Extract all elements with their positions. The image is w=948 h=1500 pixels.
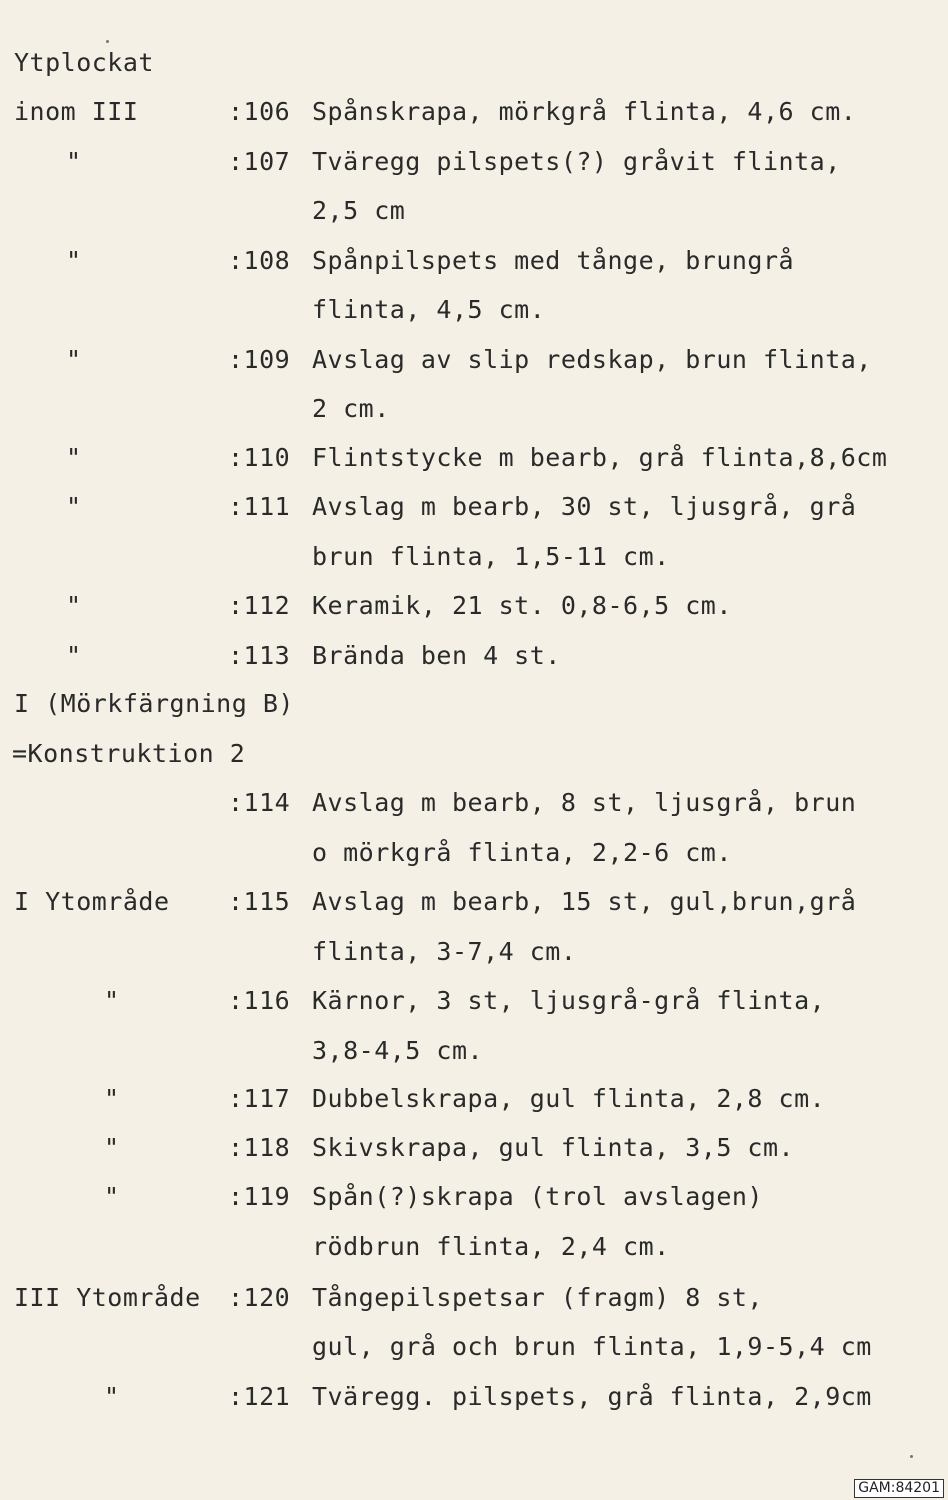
row-108-text: Spånpilspets med tånge, brungrå	[312, 246, 795, 275]
row-111-ditto: "	[66, 492, 82, 521]
speck-mark	[106, 40, 109, 43]
row-108-ditto: "	[66, 246, 82, 275]
row-109-ditto: "	[66, 345, 82, 374]
row-113-text: Brända ben 4 st.	[312, 641, 561, 670]
row-120-text-cont: gul, grå och brun flinta, 1,9-5,4 cm	[312, 1332, 872, 1361]
row-114-text-cont: o mörkgrå flinta, 2,2-6 cm.	[312, 838, 732, 867]
row-111-text: Avslag m bearb, 30 st, ljusgrå, grå	[312, 492, 857, 521]
row-118-text: Skivskrapa, gul flinta, 3,5 cm.	[312, 1133, 795, 1162]
row-121-ditto: "	[104, 1382, 120, 1411]
row-117-number: :117	[228, 1084, 291, 1113]
row-112-ditto: "	[66, 591, 82, 620]
speck-mark	[910, 1455, 913, 1458]
row-114-text: Avslag m bearb, 8 st, ljusgrå, brun	[312, 788, 857, 817]
row-115-number: :115	[228, 887, 291, 916]
row-110-number: :110	[228, 443, 291, 472]
row-106-location: inom III	[14, 97, 139, 126]
row-121-text: Tväregg. pilspets, grå flinta, 2,9cm	[312, 1382, 872, 1411]
row-108-text-cont: flinta, 4,5 cm.	[312, 295, 546, 324]
row-115-text: Avslag m bearb, 15 st, gul,brun,grå	[312, 887, 857, 916]
row-109-text-cont: 2 cm.	[312, 394, 390, 423]
row-119-text: Spån(?)skrapa (trol avslagen)	[312, 1182, 763, 1211]
row-113-ditto: "	[66, 641, 82, 670]
row-115-text-cont: flinta, 3-7,4 cm.	[312, 937, 577, 966]
section-konstruktion: =Konstruktion 2	[12, 739, 246, 768]
row-113-number: :113	[228, 641, 291, 670]
row-120-number: :120	[228, 1283, 291, 1312]
row-120-location: III Ytområde	[14, 1283, 201, 1312]
row-108-number: :108	[228, 246, 291, 275]
row-119-ditto: "	[104, 1182, 120, 1211]
row-110-text: Flintstycke m bearb, grå flinta,8,6cm	[312, 443, 888, 472]
row-116-number: :116	[228, 986, 291, 1015]
row-110-ditto: "	[66, 443, 82, 472]
row-121-number: :121	[228, 1382, 291, 1411]
row-107-text: Tväregg pilspets(?) gråvit flinta,	[312, 147, 841, 176]
heading-ytplockat: Ytplockat	[14, 48, 154, 77]
row-107-number: :107	[228, 147, 291, 176]
row-112-number: :112	[228, 591, 291, 620]
row-117-ditto: "	[104, 1084, 120, 1113]
row-106-text: Spånskrapa, mörkgrå flinta, 4,6 cm.	[312, 97, 857, 126]
row-116-ditto: "	[104, 986, 120, 1015]
row-118-number: :118	[228, 1133, 291, 1162]
row-118-ditto: "	[104, 1133, 120, 1162]
row-106-number: :106	[228, 97, 291, 126]
row-114-number: :114	[228, 788, 291, 817]
row-116-text: Kärnor, 3 st, ljusgrå-grå flinta,	[312, 986, 826, 1015]
row-109-text: Avslag av slip redskap, brun flinta,	[312, 345, 872, 374]
row-119-text-cont: rödbrun flinta, 2,4 cm.	[312, 1232, 670, 1261]
archive-stamp: GAM:84201	[854, 1479, 944, 1498]
row-116-text-cont: 3,8-4,5 cm.	[312, 1036, 484, 1065]
row-117-text: Dubbelskrapa, gul flinta, 2,8 cm.	[312, 1084, 826, 1113]
row-120-text: Tångepilspetsar (fragm) 8 st,	[312, 1283, 763, 1312]
row-107-text-cont: 2,5 cm	[312, 196, 406, 225]
row-111-number: :111	[228, 492, 291, 521]
row-112-text: Keramik, 21 st. 0,8-6,5 cm.	[312, 591, 732, 620]
row-109-number: :109	[228, 345, 291, 374]
row-111-text-cont: brun flinta, 1,5-11 cm.	[312, 542, 670, 571]
row-119-number: :119	[228, 1182, 291, 1211]
row-115-location: I Ytområde	[14, 887, 170, 916]
section-mork-fargning: I (Mörkfärgning B)	[14, 689, 294, 718]
row-107-ditto: "	[66, 147, 82, 176]
